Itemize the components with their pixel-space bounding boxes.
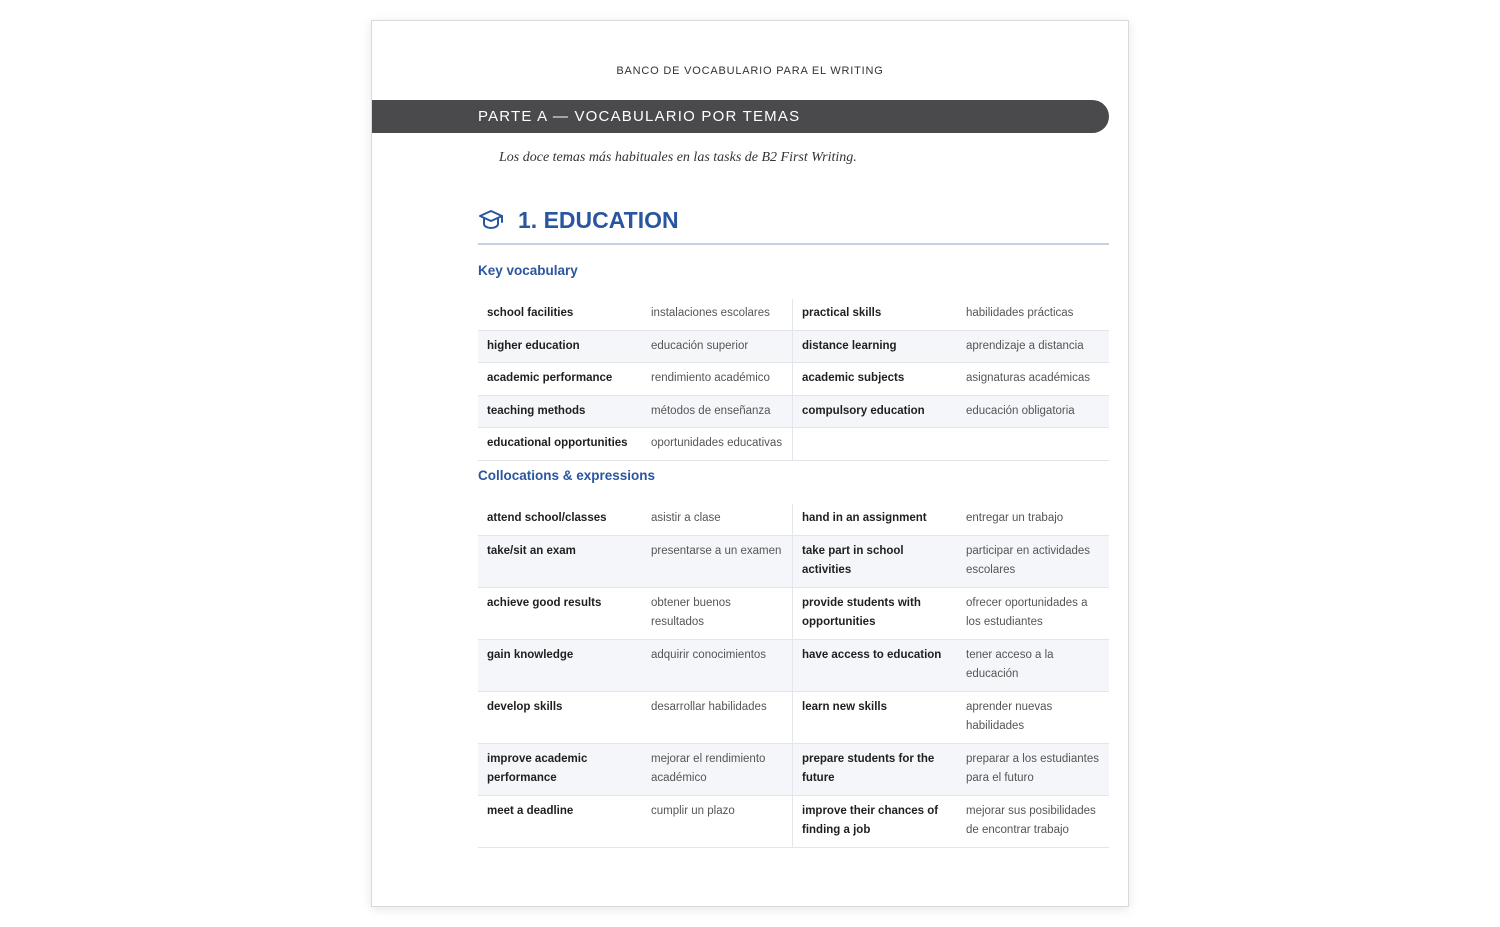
table-row xyxy=(478,428,1109,461)
term-en: improve academic performance xyxy=(487,752,588,784)
term-en: school facilities xyxy=(487,307,574,319)
part-banner: PARTE A — VOCABULARIO POR TEMAS xyxy=(372,100,1109,133)
term-es: adquirir conocimientos xyxy=(642,640,793,691)
table-row xyxy=(478,331,1109,364)
term-en: academic subjects xyxy=(802,372,905,384)
term-es: asistir a clase xyxy=(642,504,793,535)
term-en: hand in an assignment xyxy=(802,512,927,524)
term-es: cumplir un plazo xyxy=(642,796,793,847)
term-es xyxy=(957,428,1109,460)
term-en: have access to education xyxy=(802,648,942,661)
collocations-table xyxy=(478,504,1109,848)
table-row xyxy=(478,396,1109,429)
term-es: mejorar el rendimiento académico xyxy=(642,744,793,795)
running-head: BANCO DE VOCABULARIO PARA EL WRITING xyxy=(616,65,884,77)
section-title: 1. EDUCATION xyxy=(518,206,679,233)
term-es: desarrollar habilidades xyxy=(642,692,793,743)
term-es: preparar a los estudiantes para el futuro xyxy=(966,752,1099,784)
table-row xyxy=(478,299,1109,331)
term-es: educación obligatoria xyxy=(966,404,1075,417)
table-row xyxy=(478,692,1109,744)
term-es: tener acceso a la educación xyxy=(966,648,1054,680)
term-es: presentarse a un examen xyxy=(642,536,793,587)
term-es: mejorar sus posibilidades de encontrar trabajo xyxy=(966,804,1096,836)
graduation-cap-icon xyxy=(478,207,504,233)
collocations-heading: Collocations & expressions xyxy=(478,468,656,483)
term-en: educational opportunities xyxy=(487,437,628,449)
table-row xyxy=(478,363,1109,396)
term-en: learn new skills xyxy=(802,700,888,713)
term-es: obtener buenos resultados xyxy=(642,588,793,639)
term-en: compulsory education xyxy=(802,404,925,417)
term-en: meet a deadline xyxy=(487,804,574,817)
table-row xyxy=(478,640,1109,692)
term-es: rendimiento académico xyxy=(642,363,793,395)
term-en: develop skills xyxy=(487,700,563,713)
term-es: métodos de enseñanza xyxy=(642,396,793,428)
term-en: achieve good results xyxy=(487,596,602,609)
intro-text: Los doce temas más habituales en las tasks de B2 First Writing. xyxy=(499,150,857,165)
term-en: distance learning xyxy=(802,339,897,352)
term-es: educación superior xyxy=(642,331,793,363)
key-vocabulary-table xyxy=(478,299,1109,461)
table-row xyxy=(478,504,1109,536)
table-row xyxy=(478,536,1109,588)
term-en: provide students with opportunities xyxy=(802,596,921,628)
term-es: aprendizaje a distancia xyxy=(966,339,1084,352)
term-es: entregar un trabajo xyxy=(966,512,1064,524)
term-es: asignaturas académicas xyxy=(966,372,1091,384)
section-heading xyxy=(478,203,1109,245)
term-en: academic performance xyxy=(487,372,613,384)
table-row xyxy=(478,744,1109,796)
term-es: participar en actividades escolares xyxy=(966,544,1091,576)
table-row xyxy=(478,588,1109,640)
table-row xyxy=(478,796,1109,848)
term-en: attend school/classes xyxy=(487,512,607,524)
term-en xyxy=(793,428,957,460)
key-vocabulary-heading: Key vocabulary xyxy=(478,263,578,278)
document-page xyxy=(371,20,1129,907)
term-en: prepare students for the future xyxy=(802,752,935,784)
term-en: teaching methods xyxy=(487,404,586,417)
term-en: improve their chances of finding a job xyxy=(802,804,939,836)
term-es: aprender nuevas habilidades xyxy=(966,700,1053,732)
term-en: take/sit an exam xyxy=(487,544,576,557)
term-es: oportunidades educativas xyxy=(642,428,793,460)
term-es: instalaciones escolares xyxy=(642,299,793,330)
term-en: higher education xyxy=(487,339,580,352)
term-es: habilidades prácticas xyxy=(966,307,1074,319)
term-en: gain knowledge xyxy=(487,648,574,661)
term-en: take part in school activities xyxy=(802,544,904,576)
term-en: practical skills xyxy=(802,307,882,319)
term-es: ofrecer oportunidades a los estudiantes xyxy=(966,596,1088,628)
